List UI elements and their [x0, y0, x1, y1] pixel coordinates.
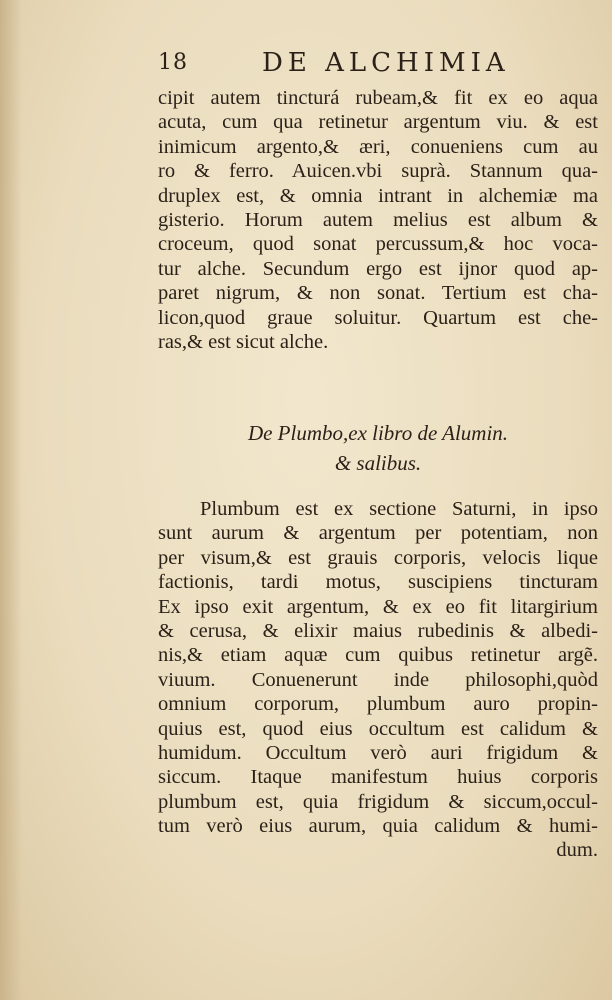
text-line: ro & ferro. Auicen.vbi suprà. Stannum qua- — [158, 160, 598, 183]
text-line: nis,& etiam aquæ cum quibus retinetur argẽ. — [158, 644, 598, 667]
text-line: sunt aurum & argentum per potentiam, non — [158, 522, 598, 545]
text-line: paret nigrum, & non sonat. Tertium est cha- — [158, 282, 598, 305]
text-line: druplex est, & omnia intrant in alchemiæ ma — [158, 184, 598, 207]
text-line: per visum,& est grauis corporis, velocis lique — [158, 546, 598, 569]
page-header — [158, 48, 518, 84]
text-line: dum. — [556, 839, 598, 862]
running-head: DE ALCHIMIA — [262, 48, 510, 78]
paragraph-stannum — [158, 86, 598, 354]
text-line: gisterio. Horum autem melius est album & — [158, 208, 598, 231]
text-line: cipit autem tincturá rubeam,& fit ex eo aqua — [158, 87, 598, 109]
text-line: viuum. Conuenerunt inde philosophi,quòd — [158, 668, 598, 691]
text-line: croceum, quod sonat percussum,& hoc voca- — [158, 233, 598, 256]
text-line: humidum. Occultum verò auri frigidum & — [158, 741, 598, 764]
section-heading — [158, 418, 598, 478]
text-line: & cerusa, & elixir maius rubedinis & albedi- — [158, 619, 598, 642]
text-line: factionis, tardi motus, suscipiens tincturam — [158, 571, 598, 594]
text-line: tum verò eius aurum, quia calidum & humi- — [158, 815, 598, 838]
text-line: ras,& est sicut alche. — [158, 330, 329, 353]
heading-line: De Plumbo,ex libro de Alumin. — [247, 421, 509, 445]
text-line: quius est, quod eius occultum est calidum & — [158, 717, 598, 740]
text-line: acuta, cum qua retinetur argentum viu. & est — [158, 111, 598, 134]
heading-line: & salibus. — [334, 451, 422, 475]
page-edge-shadow — [0, 0, 22, 1000]
text-line: Plumbum est ex sectione Saturni, in ipso — [200, 498, 598, 520]
text-line: plumbum est, quia frigidum & siccum,occul- — [158, 790, 598, 813]
text-line: tur alche. Secundum ergo est ijnor quod ap- — [158, 257, 598, 280]
paragraph-plumbum — [158, 497, 598, 863]
text-line: omnium corporum, plumbum auro propin- — [158, 693, 598, 716]
text-line: Ex ipso exit argentum, & ex eo fit litargirium — [158, 595, 598, 618]
text-line: licon,quod graue soluitur. Quartum est che- — [158, 306, 598, 329]
page-number: 18 — [158, 50, 188, 75]
text-line: inimicum argento,& æri, conueniens cum au — [158, 135, 598, 158]
text-line: siccum. Itaque manifestum huius corporis — [158, 766, 598, 789]
